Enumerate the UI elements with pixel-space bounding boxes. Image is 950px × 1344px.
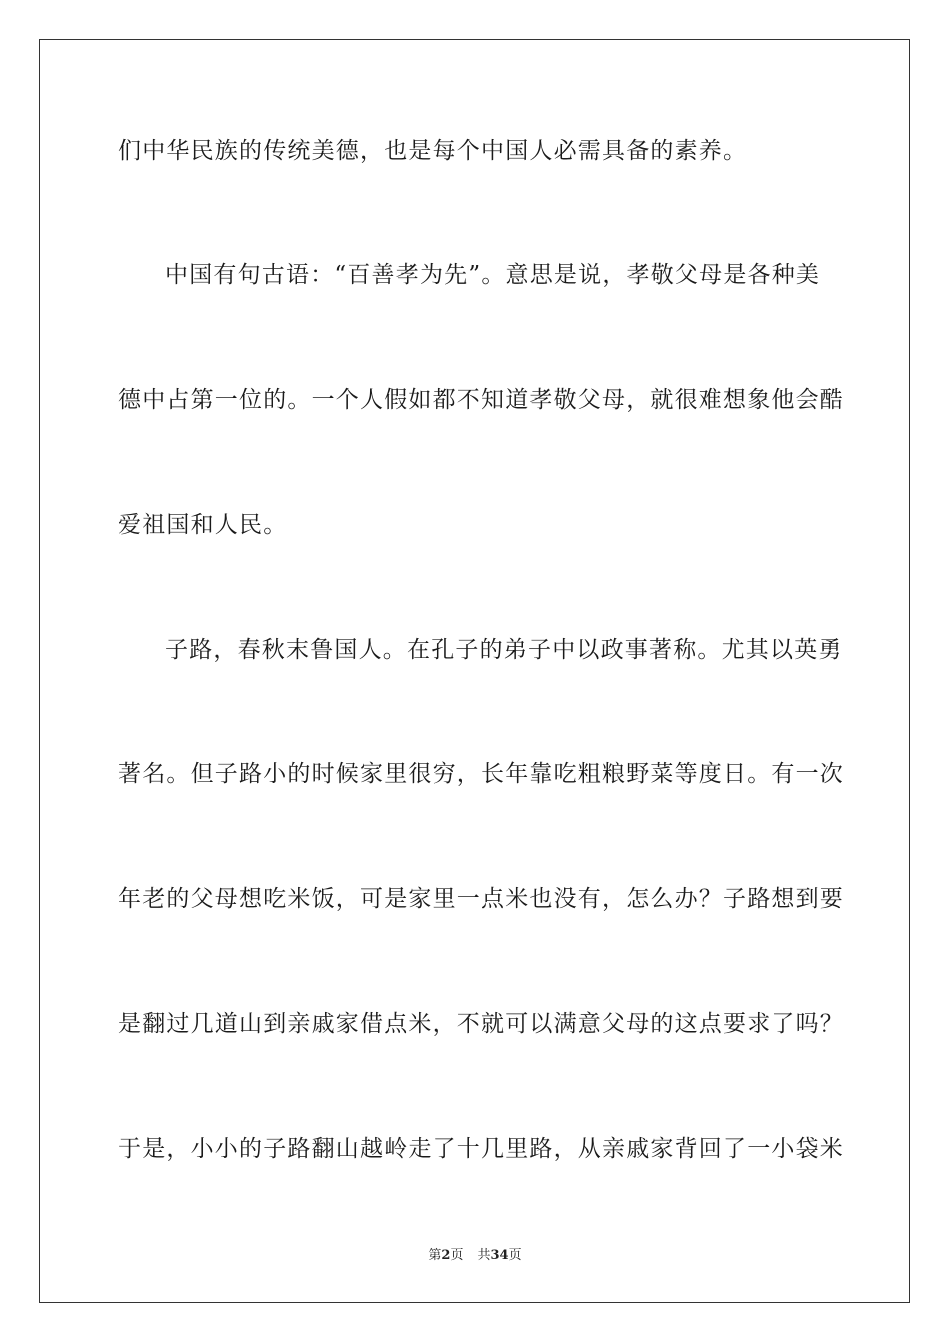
text-line: 是翻过几道山到亲戚家借点米，不就可以满意父母的这点要求了吗？: [118, 1011, 844, 1037]
paragraph-first-line: 子路，春秋末鲁国人。在孔子的弟子中以政事著称。尤其以英勇: [165, 637, 843, 663]
total-prefix: 共: [477, 1248, 491, 1263]
total-pages: 34: [490, 1248, 509, 1263]
text-line: 著名。但子路小的时候家里很穷，长年靠吃粗粮野菜等度日。有一次: [118, 761, 844, 787]
page-border: [39, 39, 910, 1303]
page-suffix: 页: [450, 1248, 464, 1263]
total-suffix: 页: [508, 1248, 522, 1263]
page-prefix: 第: [428, 1248, 442, 1263]
text-line: 们中华民族的传统美德，也是每个中国人必需具备的素养。: [118, 138, 748, 164]
paragraph-first-line: 中国有句古语：“百善孝为先”。意思是说，孝敬父母是各种美: [165, 262, 821, 288]
text-line: 爱祖国和人民。: [118, 512, 288, 538]
text-line: 于是，小小的子路翻山越岭走了十几里路，从亲戚家背回了一小袋米: [118, 1136, 844, 1162]
text-line: 年老的父母想吃米饭，可是家里一点米也没有，怎么办？子路想到要: [118, 886, 844, 912]
text-line: 德中占第一位的。一个人假如都不知道孝敬父母，就很难想象他会酷: [118, 387, 844, 413]
page-number: 2: [441, 1248, 451, 1263]
page-footer: [0, 1247, 950, 1265]
